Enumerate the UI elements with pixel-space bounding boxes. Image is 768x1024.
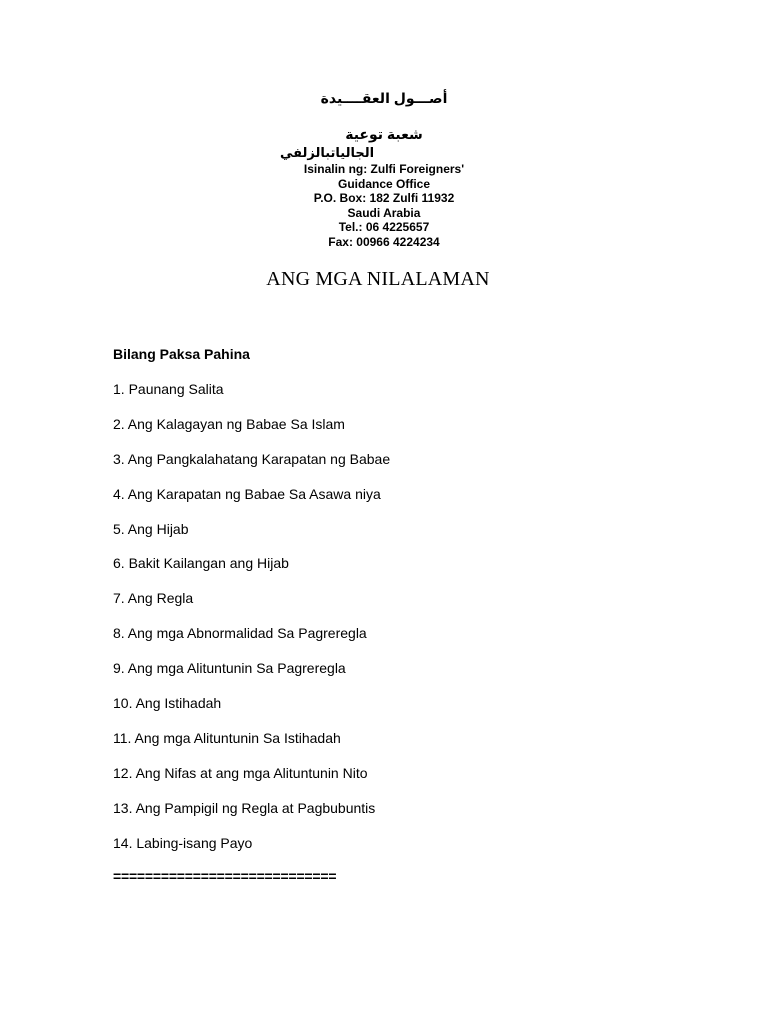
address-line: Saudi Arabia	[347, 205, 421, 220]
table-of-contents	[113, 344, 713, 867]
toc-item: 6. Bakit Kailangan ang Hijab	[113, 555, 289, 572]
toc-item: 3. Ang Pangkalahatang Karapatan ng Babae	[113, 450, 391, 467]
address-block	[0, 162, 768, 249]
arabic-subtitle-secondary: الجالياتبالزلفي	[280, 145, 375, 160]
toc-item: 4. Ang Karapatan ng Babae Sa Asawa niya	[113, 485, 381, 502]
toc-item: 5. Ang Hijab	[113, 520, 189, 537]
address-line: Tel.: 06 4225657	[338, 220, 430, 234]
page-title: ANG MGA NILALAMAN	[266, 268, 490, 290]
toc-header: Bilang Paksa Pahina	[113, 346, 250, 362]
separator-line: ============================	[113, 868, 337, 884]
toc-item: 14. Labing-isang Payo	[113, 834, 253, 851]
address-line: Isinalin ng: Zulfi Foreigners'	[303, 162, 465, 176]
arabic-title: أصـــول العقــــيدة	[320, 90, 448, 106]
toc-item: 2. Ang Kalagayan ng Babae Sa Islam	[113, 415, 345, 432]
toc-item: 11. Ang mga Alituntunin Sa Istihadah	[113, 729, 341, 746]
address-line: Fax: 00966 4224234	[328, 234, 440, 249]
toc-item: 9. Ang mga Alituntunin Sa Pagreregla	[113, 660, 346, 677]
arabic-subtitle: شعبة توعية	[345, 126, 423, 142]
toc-item: 1. Paunang Salita	[113, 381, 224, 397]
toc-item: 13. Ang Pampigil ng Regla at Pagbubuntis	[113, 799, 376, 816]
toc-item: 7. Ang Regla	[113, 590, 194, 607]
toc-item: 10. Ang Istihadah	[113, 695, 222, 712]
toc-item: 12. Ang Nifas at ang mga Alituntunin Nito	[113, 764, 368, 781]
address-line: P.O. Box: 182 Zulfi 11932	[313, 191, 455, 205]
toc-item: 8. Ang mga Abnormalidad Sa Pagreregla	[113, 625, 367, 642]
address-line: Guidance Office	[337, 176, 431, 191]
